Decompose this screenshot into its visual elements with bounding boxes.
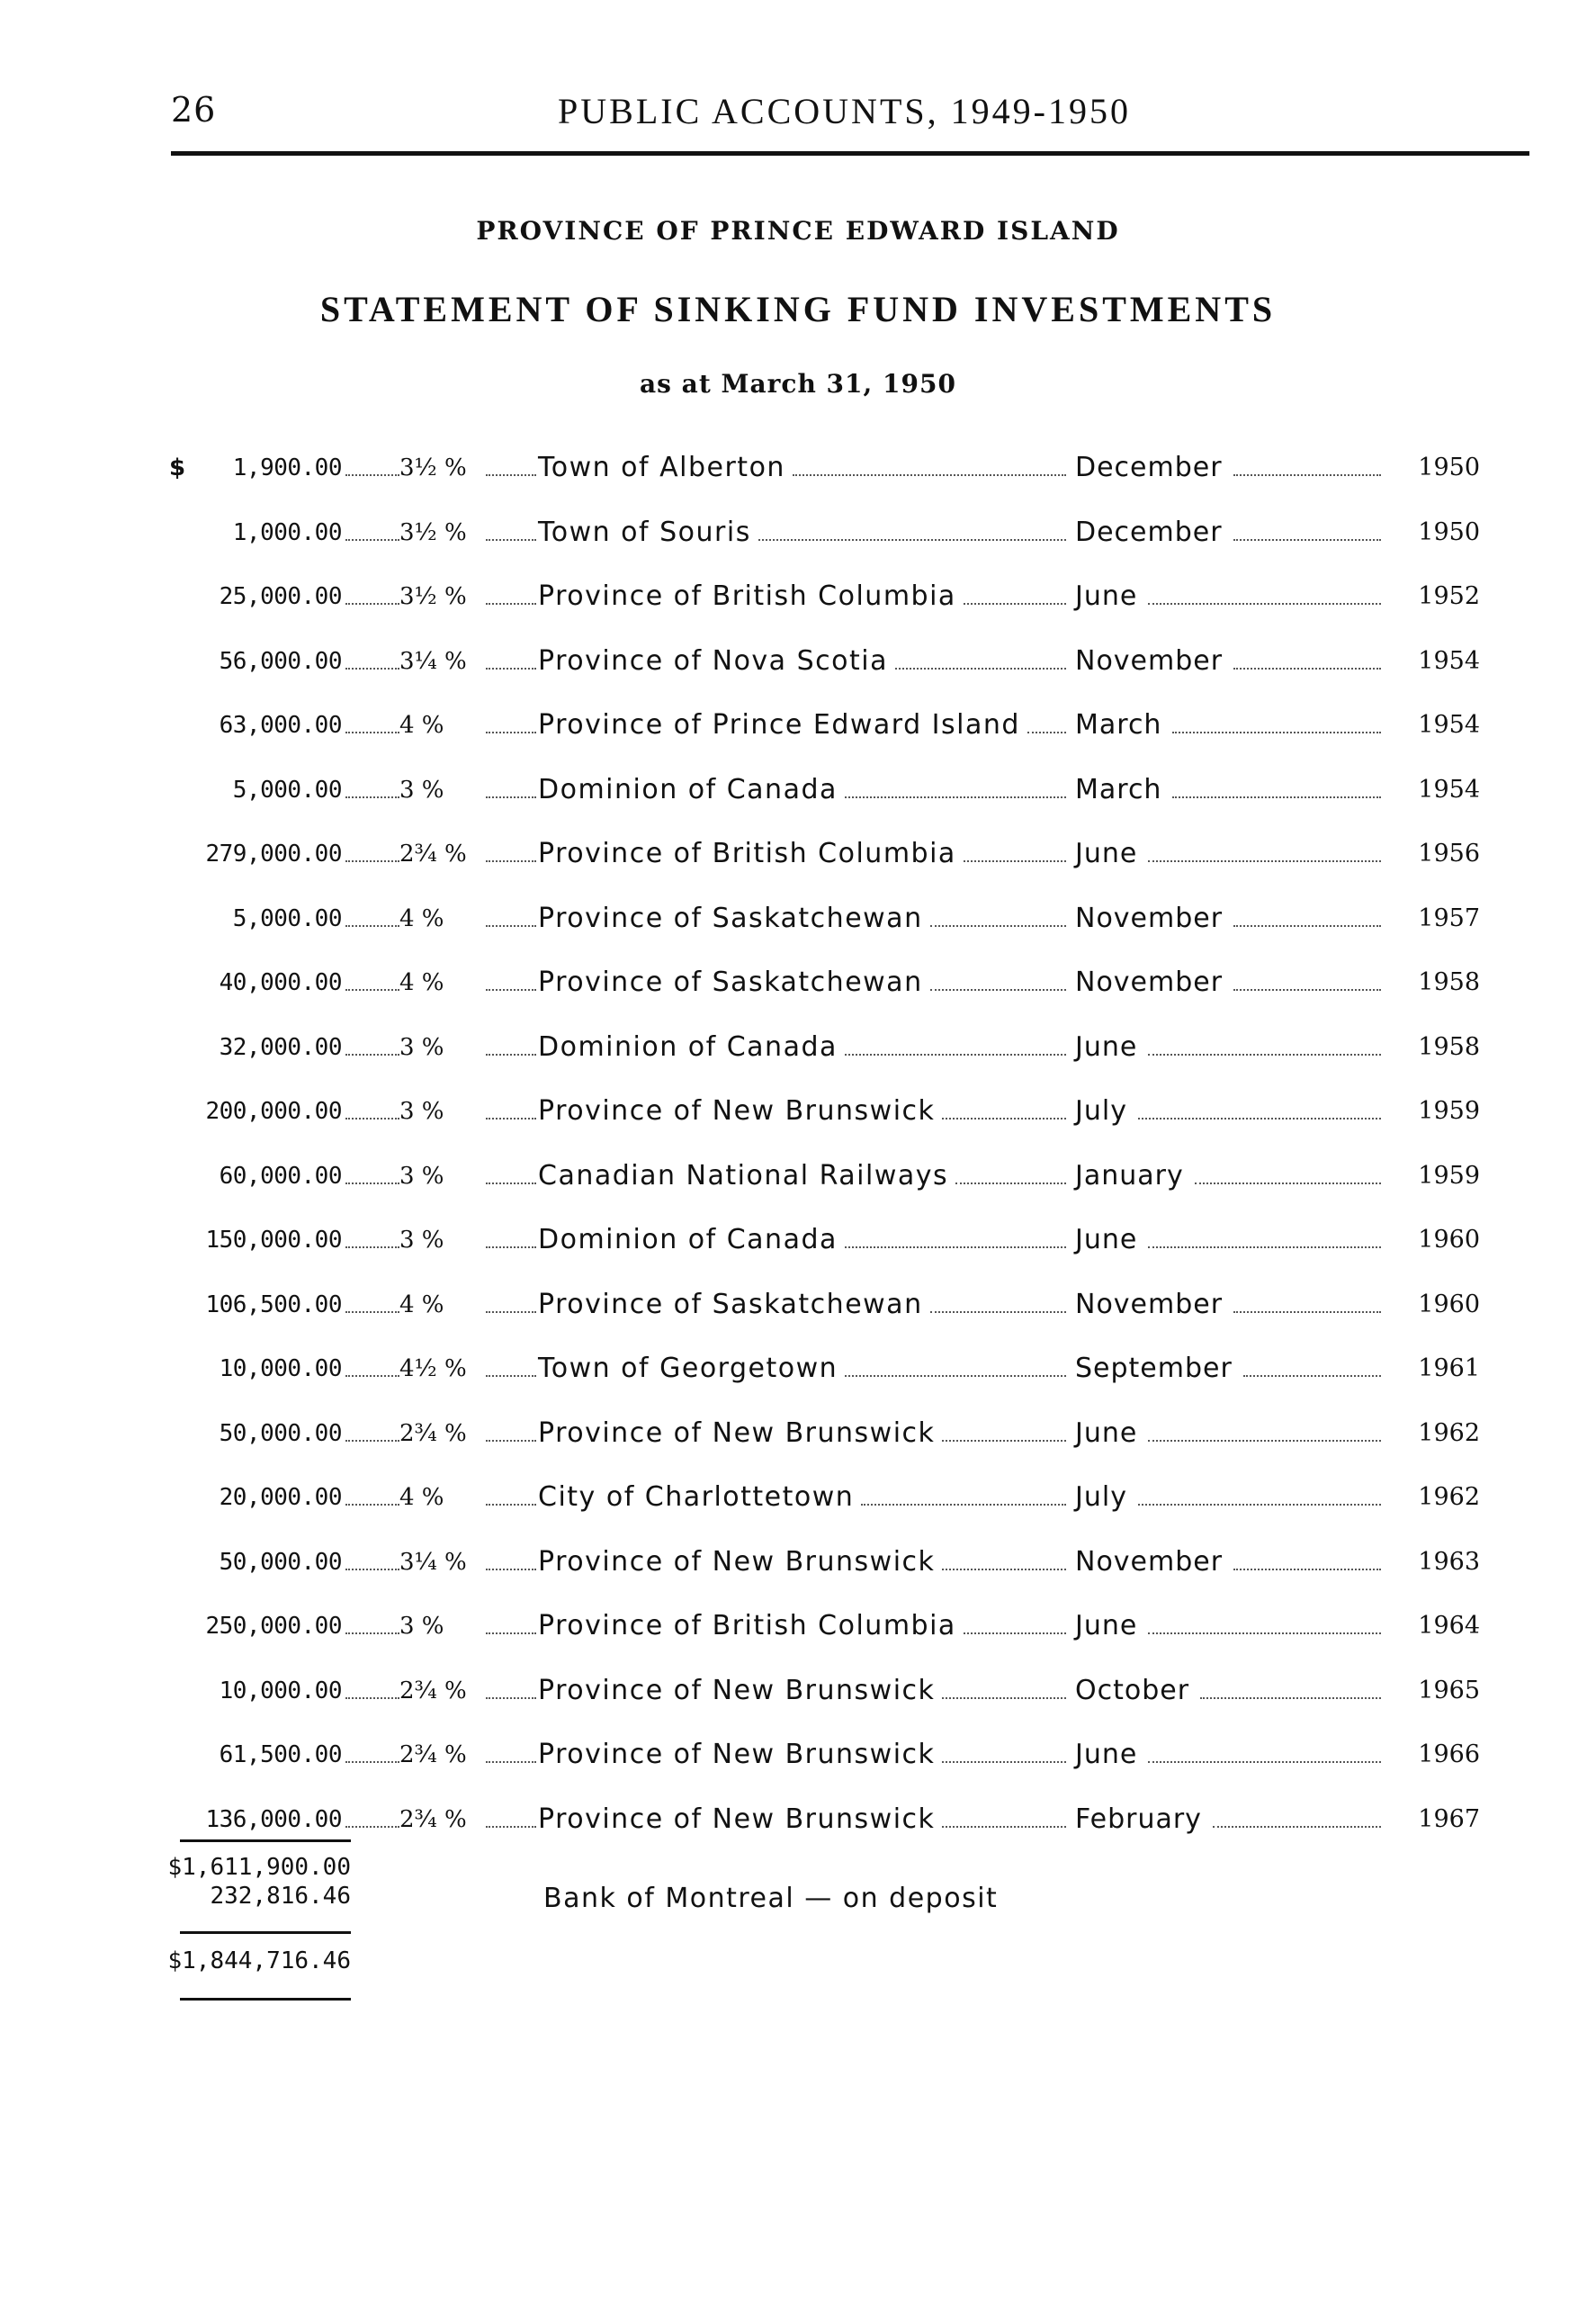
grand-total-rule-bottom (180, 1998, 351, 2001)
issuer-name: Province of British Columbia (538, 838, 956, 869)
dot-leader (345, 1246, 399, 1248)
issuer-name: City of Charlottetown (538, 1481, 855, 1513)
dot-leader (486, 989, 536, 991)
maturity-month: September (1075, 1353, 1233, 1384)
maturity-year: 1952 (1418, 582, 1480, 610)
dot-leader (793, 474, 1066, 476)
interest-rate: 3 % (399, 1613, 444, 1640)
dot-leader (486, 1504, 536, 1506)
maturity-year: 1954 (1418, 646, 1480, 675)
maturity-month: October (1075, 1674, 1190, 1706)
dot-leader (930, 925, 1066, 927)
issuer-name: Dominion of Canada (538, 1030, 838, 1063)
maturity-year: 1963 (1418, 1547, 1480, 1576)
investment-amount: 106,500.00 (205, 1290, 342, 1318)
dot-leader (345, 1826, 399, 1828)
issuer-name: Dominion of Canada (538, 1224, 838, 1255)
maturity-year: 1958 (1418, 968, 1480, 996)
dot-leader (1148, 1632, 1381, 1634)
dot-leader (486, 1311, 536, 1313)
dot-leader (345, 539, 399, 541)
investment-amount: 136,000.00 (205, 1805, 342, 1833)
issuer-name: Town of Georgetown (538, 1353, 838, 1384)
dot-leader (486, 668, 536, 670)
dot-leader (345, 989, 399, 991)
investment-amount: 150,000.00 (205, 1227, 342, 1254)
dot-leader (930, 1311, 1066, 1313)
maturity-year: 1960 (1418, 1226, 1480, 1254)
dot-leader (345, 1118, 399, 1120)
maturity-month: June (1075, 1416, 1138, 1449)
issuer-name: Province of Saskatchewan (538, 1288, 923, 1320)
investment-amount: 25,000.00 (219, 583, 342, 610)
maturity-month: June (1075, 1610, 1138, 1641)
dot-leader (345, 603, 399, 605)
dot-leader (964, 860, 1066, 862)
dot-leader (895, 668, 1066, 670)
interest-rate: 3½ % (399, 583, 467, 610)
maturity-year: 1967 (1418, 1804, 1480, 1833)
dot-leader (1243, 1375, 1381, 1377)
table-row (0, 1604, 1596, 1649)
investment-amount: 61,500.00 (219, 1741, 342, 1768)
dot-leader (845, 1246, 1066, 1248)
dot-leader (345, 1311, 399, 1313)
interest-rate: 3 % (399, 1098, 444, 1125)
interest-rate: 2¾ % (399, 1805, 467, 1833)
dot-leader (486, 1118, 536, 1120)
dot-leader (1233, 1311, 1381, 1313)
investment-amount: 56,000.00 (219, 647, 342, 675)
dot-leader (845, 1054, 1066, 1056)
dot-leader (486, 1182, 536, 1184)
dot-leader (345, 1761, 399, 1763)
table-row (0, 1540, 1596, 1585)
deposit-amount: 232,816.46 (210, 1883, 351, 1910)
dot-leader (942, 1761, 1066, 1763)
maturity-month: November (1075, 1288, 1224, 1320)
table-row (0, 1154, 1596, 1199)
table-row (0, 445, 1596, 490)
dot-leader (1233, 1569, 1381, 1570)
dot-leader (1233, 989, 1381, 991)
issuer-name: Province of New Brunswick (538, 1803, 936, 1835)
investment-amount: 63,000.00 (219, 712, 342, 739)
dot-leader (486, 1761, 536, 1763)
issuer-name: Province of New Brunswick (538, 1545, 936, 1578)
dot-leader (1148, 1054, 1381, 1056)
issuer-name: Province of Nova Scotia (538, 644, 888, 677)
dot-leader (1148, 860, 1381, 862)
dot-leader (845, 796, 1066, 798)
table-row (0, 896, 1596, 941)
interest-rate: 3 % (399, 1162, 444, 1190)
investment-amount: 60,000.00 (219, 1162, 342, 1190)
dot-leader (964, 603, 1066, 605)
interest-rate: 3 % (399, 1227, 444, 1254)
table-row (0, 1089, 1596, 1134)
issuer-name: Province of Prince Edward Island (538, 709, 1020, 741)
maturity-month: July (1075, 1095, 1127, 1127)
maturity-month: June (1075, 1739, 1138, 1770)
dot-leader (345, 1697, 399, 1699)
dot-leader (345, 1440, 399, 1442)
interest-rate: 3½ % (399, 454, 467, 481)
maturity-month: June (1075, 580, 1138, 612)
issuer-name: Province of British Columbia (538, 580, 956, 612)
grand-total-amount: $1,844,716.46 (167, 1947, 351, 1974)
issuer-name: Town of Souris (538, 516, 751, 548)
dot-leader (758, 539, 1066, 541)
maturity-year: 1966 (1418, 1740, 1480, 1768)
dot-leader (345, 925, 399, 927)
issuer-name: Province of British Columbia (538, 1610, 956, 1641)
interest-rate: 4 % (399, 712, 444, 739)
investment-amount: 1,900.00 (232, 454, 342, 481)
issuer-name: Province of Saskatchewan (538, 902, 923, 934)
dot-leader (345, 1054, 399, 1056)
table-row (0, 1797, 1596, 1842)
maturity-year: 1959 (1418, 1097, 1480, 1125)
table-row (0, 960, 1596, 1005)
table-row (0, 1025, 1596, 1070)
province-heading: PROVINCE OF PRINCE EDWARD ISLAND (476, 216, 1120, 246)
header-rule (171, 151, 1529, 156)
currency-symbol: $ (169, 454, 186, 481)
table-row (0, 1218, 1596, 1263)
dot-leader (1027, 732, 1066, 733)
dot-leader (1195, 1182, 1381, 1184)
deposit-label: Bank of Montreal — on deposit (543, 1883, 999, 1914)
maturity-month: March (1075, 709, 1162, 741)
dot-leader (942, 1569, 1066, 1570)
maturity-month: June (1075, 1224, 1138, 1255)
table-row (0, 1282, 1596, 1327)
maturity-month: June (1075, 1030, 1138, 1063)
subtotal-amount: $1,611,900.00 (167, 1854, 351, 1881)
dot-leader (345, 1182, 399, 1184)
statement-title: STATEMENT OF SINKING FUND INVESTMENTS (319, 289, 1277, 329)
dot-leader (345, 1504, 399, 1506)
maturity-year: 1964 (1418, 1612, 1480, 1640)
dot-leader (1148, 1246, 1381, 1248)
maturity-month: November (1075, 644, 1224, 677)
investment-amount: 32,000.00 (219, 1033, 342, 1061)
dot-leader (345, 474, 399, 476)
table-row (0, 1732, 1596, 1777)
dot-leader (942, 1826, 1066, 1828)
dot-leader (1148, 603, 1381, 605)
interest-rate: 4 % (399, 969, 444, 996)
table-row (0, 1411, 1596, 1456)
dot-leader (486, 1632, 536, 1634)
dot-leader (486, 796, 536, 798)
interest-rate: 4½ % (399, 1355, 467, 1382)
page-number: 26 (171, 90, 217, 130)
dot-leader (486, 1246, 536, 1248)
maturity-month: November (1075, 902, 1224, 934)
dot-leader (486, 474, 536, 476)
maturity-month: December (1075, 516, 1223, 548)
interest-rate: 4 % (399, 904, 444, 932)
grand-total-rule-top (180, 1931, 351, 1934)
page-header (171, 90, 1520, 144)
issuer-name: Dominion of Canada (538, 773, 838, 805)
dot-leader (345, 860, 399, 862)
dot-leader (486, 539, 536, 541)
maturity-year: 1954 (1418, 775, 1480, 804)
interest-rate: 3¼ % (399, 1548, 467, 1576)
dot-leader (964, 1632, 1066, 1634)
dot-leader (486, 1569, 536, 1570)
dot-leader (486, 1054, 536, 1056)
investment-amount: 279,000.00 (205, 841, 342, 868)
issuer-name: Province of New Brunswick (538, 1674, 936, 1706)
investment-amount: 200,000.00 (205, 1098, 342, 1125)
dot-leader (1233, 668, 1381, 670)
maturity-month: November (1075, 967, 1224, 998)
maturity-year: 1962 (1418, 1418, 1480, 1447)
dot-leader (1138, 1504, 1381, 1506)
dot-leader (486, 925, 536, 927)
maturity-year: 1962 (1418, 1483, 1480, 1511)
dot-leader (942, 1440, 1066, 1442)
dot-leader (345, 1375, 399, 1377)
dot-leader (345, 1569, 399, 1570)
dot-leader (486, 860, 536, 862)
maturity-year: 1961 (1418, 1354, 1480, 1382)
interest-rate: 3 % (399, 1033, 444, 1061)
maturity-month: June (1075, 838, 1138, 869)
table-row (0, 510, 1596, 555)
dot-leader (345, 668, 399, 670)
dot-leader (1233, 539, 1381, 541)
interest-rate: 3 % (399, 776, 444, 804)
table-row (0, 768, 1596, 813)
investment-amount: 10,000.00 (219, 1677, 342, 1704)
interest-rate: 3¼ % (399, 647, 467, 675)
maturity-year: 1950 (1418, 517, 1480, 546)
dot-leader (486, 603, 536, 605)
dot-leader (845, 1375, 1066, 1377)
maturity-month: November (1075, 1545, 1224, 1578)
interest-rate: 2¾ % (399, 841, 467, 868)
dot-leader (345, 796, 399, 798)
interest-rate: 4 % (399, 1290, 444, 1318)
dot-leader (1172, 732, 1381, 733)
interest-rate: 3½ % (399, 518, 467, 546)
investment-amount: 20,000.00 (219, 1484, 342, 1511)
dot-leader (486, 1440, 536, 1442)
dot-leader (1148, 1761, 1381, 1763)
dot-leader (486, 1697, 536, 1699)
dot-leader (486, 1826, 536, 1828)
issuer-name: Province of Saskatchewan (538, 967, 923, 998)
dot-leader (345, 1632, 399, 1634)
maturity-month: February (1075, 1803, 1202, 1835)
table-row (0, 1668, 1596, 1713)
maturity-year: 1957 (1418, 904, 1480, 932)
table-row (0, 1475, 1596, 1520)
investment-amount: 50,000.00 (219, 1548, 342, 1576)
interest-rate: 2¾ % (399, 1741, 467, 1768)
issuer-name: Province of New Brunswick (538, 1739, 936, 1770)
maturity-year: 1958 (1418, 1032, 1480, 1061)
maturity-month: July (1075, 1481, 1127, 1513)
table-row (0, 574, 1596, 619)
dot-leader (1138, 1118, 1381, 1120)
dot-leader (1200, 1697, 1381, 1699)
maturity-month: January (1075, 1159, 1184, 1191)
dot-leader (1148, 1440, 1381, 1442)
investment-amount: 40,000.00 (219, 969, 342, 996)
table-row (0, 703, 1596, 748)
investment-amount: 5,000.00 (232, 904, 342, 932)
investment-amount: 50,000.00 (219, 1419, 342, 1447)
as-at-date: as at March 31, 1950 (640, 369, 956, 399)
dot-leader (955, 1182, 1066, 1184)
dot-leader (930, 989, 1066, 991)
dot-leader (1233, 474, 1381, 476)
issuer-name: Province of New Brunswick (538, 1095, 936, 1127)
investment-amount: 1,000.00 (232, 518, 342, 546)
dot-leader (861, 1504, 1066, 1506)
interest-rate: 2¾ % (399, 1677, 467, 1704)
dot-leader (1213, 1826, 1381, 1828)
issuer-name: Canadian National Railways (538, 1159, 949, 1191)
dot-leader (1233, 925, 1381, 927)
maturity-year: 1954 (1418, 711, 1480, 739)
interest-rate: 4 % (399, 1484, 444, 1511)
table-row (0, 832, 1596, 877)
investment-amount: 250,000.00 (205, 1613, 342, 1640)
interest-rate: 2¾ % (399, 1419, 467, 1447)
dot-leader (345, 732, 399, 733)
subtotal-rule (180, 1839, 351, 1842)
issuer-name: Province of New Brunswick (538, 1416, 936, 1449)
maturity-year: 1960 (1418, 1290, 1480, 1318)
maturity-year: 1965 (1418, 1676, 1480, 1704)
dot-leader (942, 1697, 1066, 1699)
table-row (0, 1346, 1596, 1391)
dot-leader (942, 1118, 1066, 1120)
maturity-year: 1956 (1418, 840, 1480, 868)
investment-amount: 5,000.00 (232, 776, 342, 804)
maturity-month: December (1075, 452, 1223, 483)
issuer-name: Town of Alberton (538, 452, 785, 483)
dot-leader (486, 732, 536, 733)
running-title: PUBLIC ACCOUNTS, 1949-1950 (558, 91, 1131, 131)
maturity-month: March (1075, 773, 1162, 805)
maturity-year: 1959 (1418, 1161, 1480, 1190)
dot-leader (486, 1375, 536, 1377)
maturity-year: 1950 (1418, 454, 1480, 481)
table-row (0, 639, 1596, 684)
dot-leader (1172, 796, 1381, 798)
investment-amount: 10,000.00 (219, 1355, 342, 1382)
